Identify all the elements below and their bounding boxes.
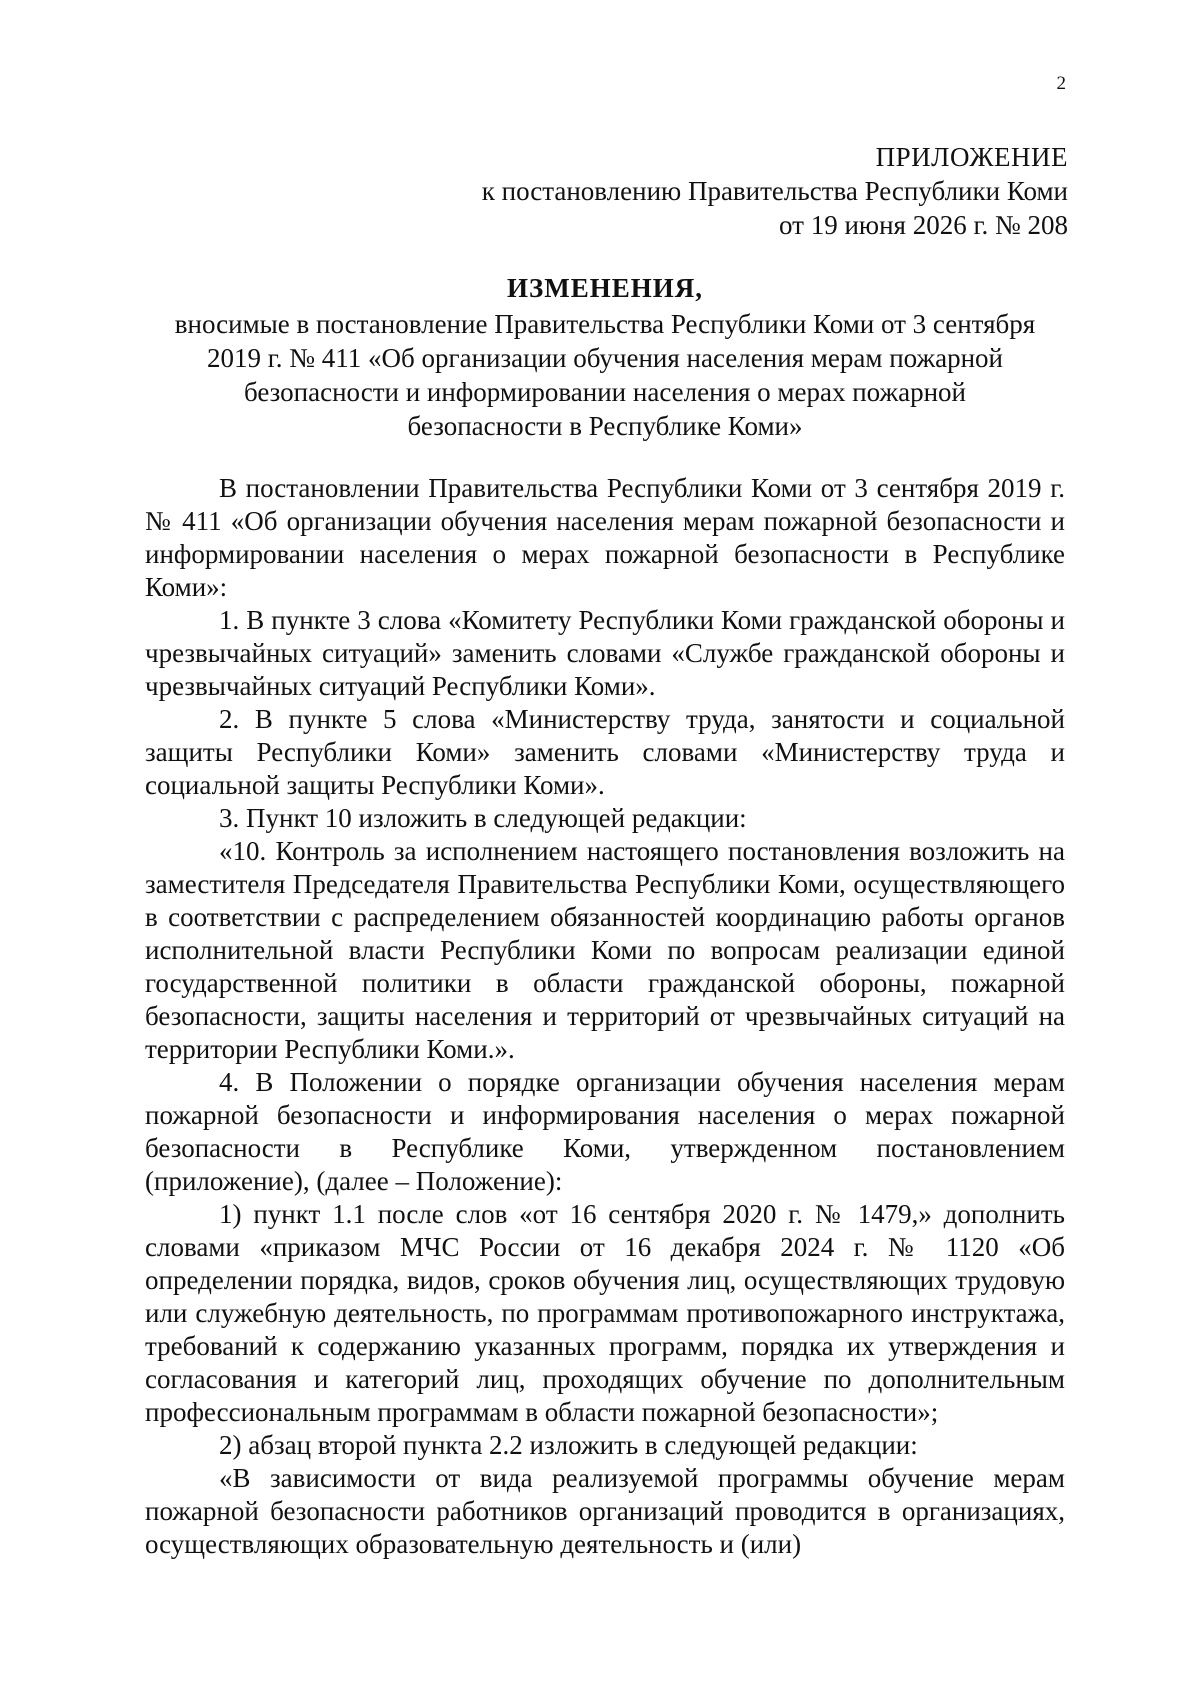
- body-paragraph: «10. Контроль за исполнением настоящего постановления возложить на заместителя Председателя Правительства Республики Коми, осуществляющего в соответствии с распределением обязанностей координацию работы органов исполнительной власти Республики Коми по вопросам реализации единой государственной политики в области гражданской обороны, пожарной безопасности, защиты населения и территорий от чрезвычайных ситуаций на территории Республики Коми.».: [145, 836, 1065, 1064]
- document-body: [145, 472, 1065, 1561]
- page-number: 2: [1056, 73, 1066, 94]
- body-paragraph: 4. В Положении о порядке организации обучения населения мерам пожарной безопасности и информирования населения о мерах пожарной безопасности в Республике Коми, утвержденном постановлением (приложение), (далее – Положение):: [145, 1067, 1065, 1196]
- body-paragraph: 2. В пункте 5 слова «Министерству труда, занятости и социальной защиты Республики Коми» заменить словами «Министерству труда и социальной защиты Республики Коми».: [145, 704, 1065, 800]
- heading-title: ИЗМЕНЕНИЯ,: [506, 273, 703, 303]
- heading-line: 2019 г. № 411 «Об организации обучения населения мерам пожарной: [206, 343, 1004, 373]
- appendix-line-1: к постановлению Правительства Республики Коми: [481, 176, 1068, 206]
- appendix-line-2: от 19 июня 2026 г. № 208: [779, 210, 1068, 240]
- appendix-block: [168, 140, 1068, 242]
- body-paragraph: 3. Пункт 10 изложить в следующей редакции:: [219, 803, 747, 833]
- appendix-title: ПРИЛОЖЕНИЕ: [875, 142, 1068, 172]
- body-paragraph: 2) абзац второй пункта 2.2 изложить в следующей редакции:: [219, 1430, 918, 1460]
- body-paragraph: 1. В пункте 3 слова «Комитету Республики Коми гражданской обороны и чрезвычайных ситуаций» заменить словами «Службе гражданской обороны и чрезвычайных ситуаций Республики Коми».: [145, 605, 1065, 701]
- body-paragraph: 1) пункт 1.1 после слов «от 16 сентября 2020 г. № 1479,» дополнить словами «приказом МЧС России от 16 декабря 2024 г. № 1120 «Об определении порядка, видов, сроков обучения лиц, осуществляющих трудовую или служебную деятельность, по программам противопожарного инструктажа, требований к содержанию указанных программ, порядка их утверждения и согласования и категорий лиц, проходящих обучение по дополнительным профессиональным программам в области пожарной безопасности»;: [145, 1199, 1065, 1427]
- heading-line: безопасности и информировании населения о мерах пожарной: [243, 377, 967, 407]
- body-paragraph: «В зависимости от вида реализуемой программы обучение мерам пожарной безопасности работников организаций проводится в организациях, осуществляющих образовательную деятельность и (или): [145, 1463, 1065, 1559]
- document-heading: [145, 271, 1065, 443]
- body-paragraph: В постановлении Правительства Республики Коми от 3 сентября 2019 г. № 411 «Об организации обучения населения мерам пожарной безопасности и информировании населения о мерах пожарной безопасности в Республике Коми»:: [145, 473, 1065, 602]
- heading-line: вносимые в постановление Правительства Республики Коми от 3 сентября: [174, 309, 1036, 339]
- heading-line: безопасности в Республике Коми»: [407, 411, 803, 441]
